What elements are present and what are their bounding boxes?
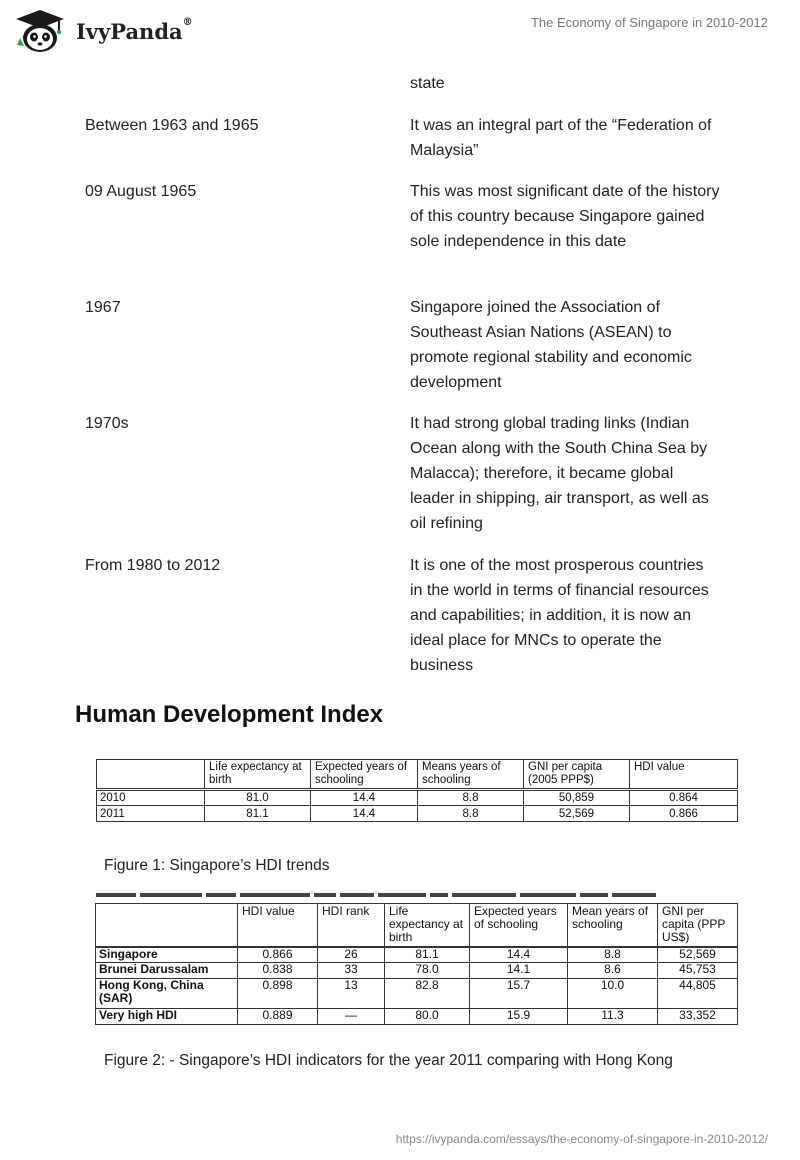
section-heading: Human Development Index [75, 701, 384, 728]
document-title: The Economy of Singapore in 2010-2012 [530, 15, 768, 30]
table-cell: 14.1 [470, 963, 568, 979]
ivypanda-logo-icon[interactable] [14, 8, 66, 54]
timeline-event: This was most significant date of the history of this country because Singapore gained sole independence in this date [410, 183, 720, 250]
table-cell: 52,569 [658, 947, 738, 963]
table-row [96, 1009, 738, 1025]
table-cell: Very high HDI [96, 1009, 238, 1025]
table-cell: 13 [318, 979, 385, 1009]
table-header-cell [96, 904, 238, 947]
table-cell: 0.838 [238, 963, 318, 979]
timeline-date: 1967 [85, 299, 121, 316]
table-cell: 14.4 [311, 790, 418, 806]
table-row [97, 790, 738, 806]
table-header-cell: Expected years of schooling [470, 904, 568, 947]
table-cell: 82.8 [385, 979, 470, 1009]
table-cell: 2010 [97, 790, 205, 806]
timeline-date: Between 1963 and 1965 [85, 117, 259, 134]
table-header-cell: GNI per capita (2005 PPP$) [524, 760, 630, 790]
table-header-cell: HDI value [630, 760, 738, 790]
table-cell: Hong Kong, China (SAR) [96, 979, 238, 1009]
timeline-event: Singapore joined the Association of Southeast Asian Nations (ASEAN) to promote regional stability and economic development [410, 299, 692, 391]
table-cell: 0.889 [238, 1009, 318, 1025]
table-header-cell: Means years of schooling [418, 760, 524, 790]
table-header-cell: HDI rank [318, 904, 385, 947]
table-cell: 8.6 [568, 963, 658, 979]
hdi-trends-table [96, 759, 738, 822]
table-cell: 0.866 [238, 947, 318, 963]
table-cell: 44,805 [658, 979, 738, 1009]
table-cell: 10.0 [568, 979, 658, 1009]
table-cell: — [318, 1009, 385, 1025]
table-header-row [96, 904, 738, 947]
table-header-cell: Mean years of schooling [568, 904, 658, 947]
table-cell: 50,859 [524, 790, 630, 806]
table-cell: 8.8 [418, 806, 524, 822]
table-cell: 33 [318, 963, 385, 979]
table-cell: 26 [318, 947, 385, 963]
table-cell: 81.1 [385, 947, 470, 963]
table-cell: 52,569 [524, 806, 630, 822]
table-header-cell: Life expectancy at birth [385, 904, 470, 947]
table-row [96, 963, 738, 979]
source-url-link[interactable]: https://ivypanda.com/essays/the-economy-of-singapore-in-2010-2012/ [395, 1132, 768, 1146]
table-cell: 81.1 [205, 806, 311, 822]
table-cell: 8.8 [418, 790, 524, 806]
timeline-event: It had strong global trading links (Indian Ocean along with the South China Sea by Malacca); therefore, it became global leader in shipping, air transport, as well as oil refining [410, 415, 709, 532]
timeline-event: It is one of the most prosperous countries in the world in terms of financial resources and capabilities; in addition, it is now an ideal place for MNCs to operate the business [410, 557, 709, 674]
figure-caption: Figure 1: Singapore’s HDI trends [104, 857, 330, 874]
table-cell: 0.898 [238, 979, 318, 1009]
timeline-date: 1970s [85, 415, 129, 432]
table-cell: 14.4 [311, 806, 418, 822]
table-cell: Singapore [96, 947, 238, 963]
table-row [96, 979, 738, 1009]
table-cell: Brunei Darussalam [96, 963, 238, 979]
table-header-cell: Expected years of schooling [311, 760, 418, 790]
table-header-cell [97, 760, 205, 790]
cropped-table-title-strip [96, 893, 666, 899]
brand-name[interactable]: IvyPanda® [76, 17, 193, 44]
timeline-event: state [410, 75, 445, 92]
table-cell: 78.0 [385, 963, 470, 979]
hdi-comparison-table [95, 903, 738, 1025]
table-header-cell: HDI value [238, 904, 318, 947]
table-cell: 45,753 [658, 963, 738, 979]
table-cell: 11.3 [568, 1009, 658, 1025]
figure-caption: Figure 2: - Singapore’s HDI indicators for the year 2011 comparing with Hong Kong [104, 1052, 673, 1069]
table-row [97, 806, 738, 822]
table-header-row [97, 760, 738, 790]
table-cell: 15.7 [470, 979, 568, 1009]
table-row [96, 947, 738, 963]
timeline-event: It was an integral part of the “Federation of Malaysia” [410, 117, 712, 159]
table-cell: 2011 [97, 806, 205, 822]
page-header [0, 0, 800, 60]
table-header-cell: Life expectancy at birth [205, 760, 311, 790]
table-header-cell: GNI per capita (PPP US$) [658, 904, 738, 947]
timeline-date: 09 August 1965 [85, 183, 197, 200]
table-cell: 81.0 [205, 790, 311, 806]
table-cell: 8.8 [568, 947, 658, 963]
table-cell: 14.4 [470, 947, 568, 963]
table-cell: 0.864 [630, 790, 738, 806]
table-cell: 0.866 [630, 806, 738, 822]
table-cell: 15.9 [470, 1009, 568, 1025]
table-cell: 33,352 [658, 1009, 738, 1025]
timeline-date: From 1980 to 2012 [85, 557, 221, 574]
table-cell: 80.0 [385, 1009, 470, 1025]
